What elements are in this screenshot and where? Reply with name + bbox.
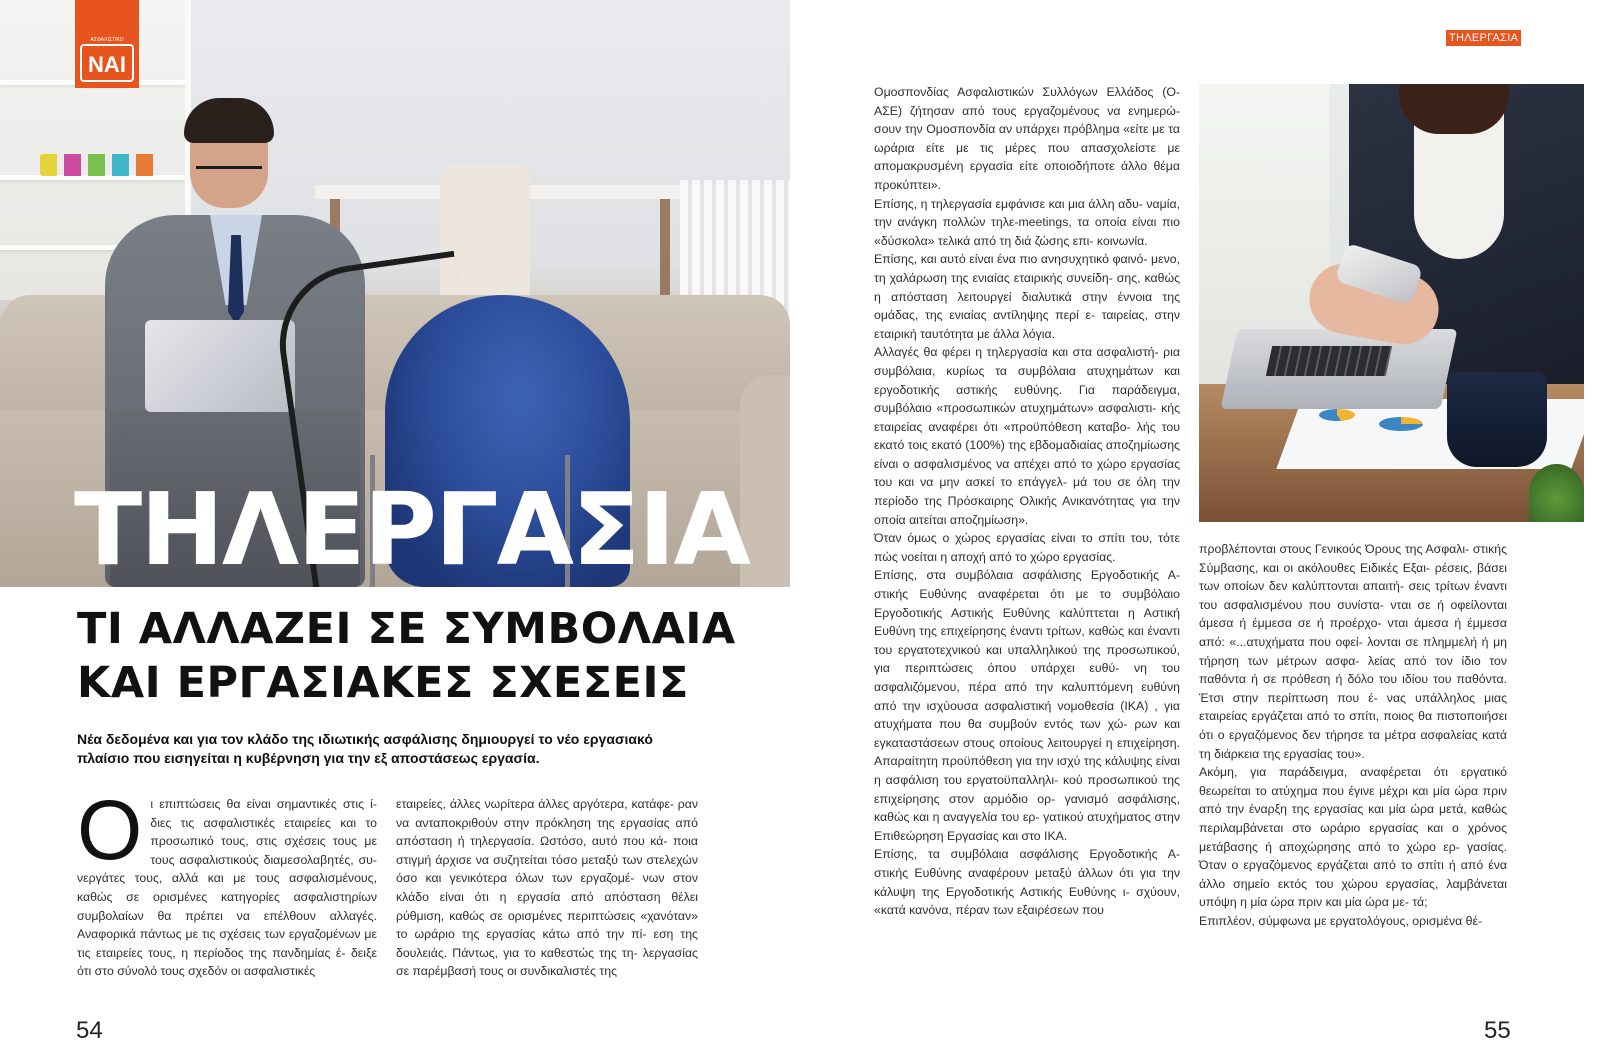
magazine-logo: ΑΣΦΑΛΙΣΤΙΚΟ ΝΑΙ [75, 0, 139, 88]
article-title: ΤΗΛΕΡΓΑΣΙΑ [74, 471, 749, 588]
body-paragraph: Επιπλέον, σύμφωνα με εργατολόγους, ορισμένα θέ- [1199, 913, 1483, 928]
drop-cap: Ο [77, 783, 143, 877]
laptop [145, 320, 295, 412]
body-paragraph: Επίσης, η τηλεργασία εμφάνισε και μια άλλη αδυ- ναμία, την ανάγκη πολλών τηλε-meetings, τα οποία είναι πιο «δύσκολα» τελικά από τη διά ζώσης επι- κοινωνία. [874, 196, 1180, 248]
body-paragraph: Ακόμη, για παράδειγμα, αναφέρεται ότι εργατικό θεωρείται το ατύχημα που έγινε μέχρι και μία ώρα πριν από την έναρξη της εργασίας και μία ώρα μετά, καθώς περιλαμβάνεται στο ωράριο εργασίας και ο χρόνος μετάβασης ή αποχώρησης από το χώρο ερ- γασίας. Όταν ο εργαζόμενος εργάζεται από το σπίτι ή από ένα άλλο σημείο εκτός του χώρου εργασίας, λαμβάνεται υπόψη η μία ώρα πριν και μία ώρα με- τά; [1199, 765, 1507, 910]
colored-cups [40, 154, 160, 176]
photo-woman-with-phone-and-laptop [1199, 84, 1584, 522]
body-column-1 [77, 783, 377, 981]
body-paragraph: Όταν όμως ο χώρος εργασίας είναι το σπίτι του, τότε πώς νοείται η αποχή από το χώρο εργασίας. [874, 531, 1180, 564]
body-paragraph: εταιρείες, άλλες νωρίτερα άλλες αργότερα, κατάφε- ραν να ανταποκριθούν στην πρόκληση της εργασίας από απόσταση ή τηλεργασία. Ωστόσο, αυτό που κά- ποια στιγμή άρχισε να συζητείται τόσο μεταξύ των στελεχών όσο και γενικότερα όλων των εργαζομέ- νων στον κλάδο είναι ότι η εργασία από απόσταση θέλει ρύθμιση, καθώς σε ορισμένες περιπτώσεις «χανόταν» το ωράριο της εργασίας κάτω από την πί- εση της δουλειάς. Πάντως, για το καθεστώς της τη- λεργασίας σε παρέμβασή τους οι συνδικαλιστές της [396, 797, 698, 979]
body-paragraph: Επίσης, και αυτό είναι ένα πιο ανησυχητικό φαινό- μενο, τη χαλάρωση της ενιαίας εταιρικής συνείδη- σης, καθώς η απόσταση λειτουργεί διαλυτικά στην έννοια της ομάδας, της ενιαίας αντίληψης περί ε- ταιρείας, στην εταιρική ταυτότητα με άλλα λόγια. [874, 252, 1180, 341]
page-number-right: 55 [1484, 1017, 1511, 1044]
body-column-3 [874, 83, 1180, 920]
logo-text: ΝΑΙ [80, 44, 134, 82]
article-lead: Νέα δεδομένα και για τον κλάδο της ιδιωτικής ασφάλισης δημιουργεί το νέο εργασιακό πλαίσιο που εισηγείται η κυβέρνηση για την εξ αποστάσεως εργασία. [77, 731, 653, 766]
body-paragraph: προβλέπονται στους Γενικούς Όρους της Ασφαλι- στικής Σύμβασης, και οι ακόλουθες Ειδικές Εξαι- ρέσεις, βάσει των οποίων δεν καλύπτονται απαιτή- σεις τρίτων έναντι του ασφαλισμένου που συνίστα- νται σε ή οφείλονται άμεσα ή έμμεσα σε ή προέρχο- νται άμεσα ή έμμεσα από: «...ατυχήματα που οφεί- λονται σε πλημμελή ή μη τήρηση των μέτρων ασφα- λείας από τον ίδιο τον παθόντα ή σε πρόθεση ή δόλο του ιδίου του παθόντα. Έτσι στην περίπτωση που έ- νας υπάλληλος μιας εταιρείας εργάζεται από το σπίτι, ποιος θα πιστοποιήσει ότι ο εργαζόμενος δεν τήρησε τα μέτρα ασφαλείας κατά τη διάρκεια της εργασίας του». [1199, 542, 1507, 761]
body-paragraph: Ομοσπονδίας Ασφαλιστικών Συλλόγων Ελλάδος (Ο- ΑΣΕ) ζήτησαν από τους εργαζομένους να ενημερώ- σουν την Ομοσπονδία αν υπάρχει πρόβλημα «είτε με τα ωράρια είτε με τις μέρες που απασχολείστε με απομακρυσμένη εργασία είτε οποιοδήποτε άλλο θέμα προκύπτει». [874, 85, 1180, 192]
coffee-mug [1447, 372, 1547, 467]
body-paragraph: Αλλαγές θα φέρει η τηλεργασία και στα ασφαλιστή- ρια συμβόλαια, κυρίως τα συμβόλαια ατυχημάτων και εργοδοτικής αστικής ευθύνης. Για παράδειγμα, συμβόλαιο «προσωπικών ατυχημάτων» ασφαλιστι- κής εταιρείας αναφέρει ότι «προϋπόθεση καταβο- λής του εκατό τοις εκατό (100%) της εβδομαδιαίας αποζημίωσης είναι ο ασφαλισμένος να απέχει από το χώρο εργασίας του και να μην ασκεί το επάγγελ- μά του σε όλη την περίοδο της Πρόσκαιρης Ολικής Ανικανότητας για την οποία αιτείται αποζημίωση». [874, 345, 1180, 527]
body-paragraph: Επίσης, τα συμβόλαια ασφάλισης Εργοδοτικής Α- στικής Ευθύνης αναφέρουν μεταξύ άλλων ότι για την κάλυψη της Εργοδοτικής Αστικής Ευθύνης ι- σχύουν, «κατά κανόνα, πέραν των εξαιρέσεων που [874, 847, 1180, 918]
left-page [0, 0, 790, 1056]
plant [1529, 464, 1584, 522]
section-tag: ΤΗΛΕΡΓΑΣΙΑ [1446, 30, 1521, 46]
body-paragraph: ι επιπτώσεις θα είναι σημαντικές στις ί- διες τις ασφαλιστικές εταιρείες και το προσωπικό τους, στις σχέσεις τους με τους ασφαλιστικούς διαμεσολαβητές, συ- νεργάτες τους, αλλά και με τους ασφαλισμένους, καθώς σε ορισμένες κατηγορίες ασφαλιστηρίων συμβολαίων θα πρέπει να επέλθουν αλλαγές. Αναφορικά πάντως με τις σχέσεις των εργαζομένων με τις εταιρείες τους, η περίοδος της πανδημίας έ- δειξε ότι στο σύνολό τους σχεδόν οι ασφαλιστικές [77, 797, 377, 979]
page-number-left: 54 [76, 1017, 103, 1044]
body-paragraph: Επίσης, στα συμβόλαια ασφάλισης Εργοδοτικής Α- στικής Ευθύνης αναφέρεται ότι με το συμβόλαιο Εργοδοτικής Αστικής Ευθύνης καλύπτεται η Αστική Ευθύνη της επιχείρησης έναντι τρίτων, καθώς και έναντι του εργατοτεχνικού και υπαλληλικού της προσωπικού, για περιπτώσεις όπου υπάρχει ευθύ- νη του ασφαλιζόμενου, πέρα από την καλυπτόμενη ευθύνη από την ισχύουσα ασφαλιστική νομοθεσία (ΙΚΑ) , για ατυχήματα που θα συμβούν εντός των χώ- ρων και εγκαταστάσεων στους οποίους λειτουργεί η επιχείρηση. Απαραίτητη προϋπόθεση για την ισχύ της κάλυψης είναι η ασφάλιση του εργατοϋπαλληλι- κού προσωπικού της επιχείρησης στον αρμόδιο ορ- γανισμό ασφάλισης, καθώς και η αναγγελία του ερ- γατικού ατυχήματος στην Επιθεώρηση Εργασίας και στο ΙΚΑ. [874, 568, 1180, 843]
body-column-2 [396, 795, 698, 981]
body-column-4 [1199, 540, 1507, 930]
article-subtitle: ΤΙ ΑΛΛΑΖΕΙ ΣΕ ΣΥΜΒΟΛΑΙΑ ΚΑΙ ΕΡΓΑΣΙΑΚΕΣ ΣΧΕΣΕΙΣ [77, 604, 736, 708]
